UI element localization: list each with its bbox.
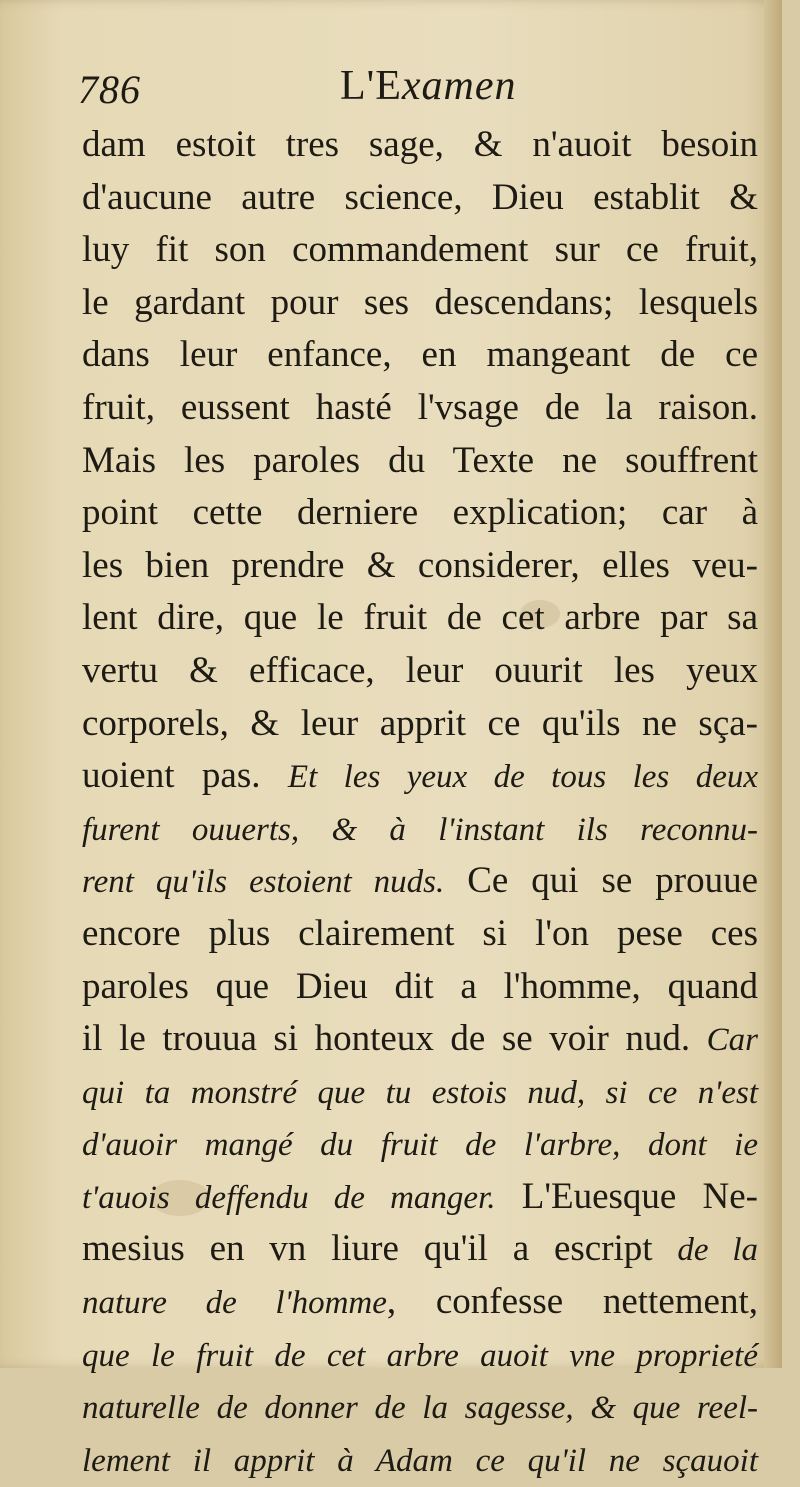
italic-text-segment: lement il apprit à Adam ce qu'il ne sçauoit [82, 1442, 758, 1479]
text-line [82, 172, 758, 225]
text-segment: Mais les paroles du Texte ne souffrent [82, 439, 758, 481]
text-segment: dans leur enfance, en mangeant de ce [82, 334, 758, 376]
running-title-roman: L'E [340, 63, 402, 109]
page-number: 786 [78, 67, 141, 112]
text-line [82, 855, 758, 908]
text-line [82, 1118, 758, 1171]
text-line [82, 277, 758, 330]
italic-text-segment: que le fruit de cet arbre auoit vne proprieté [82, 1337, 758, 1374]
text-line [82, 750, 758, 803]
text-line [82, 435, 758, 488]
italic-text-segment: nature de l'homme [82, 1285, 387, 1322]
text-line [82, 382, 758, 435]
body-text [82, 119, 758, 1486]
text-segment: le gardant pour ses descendans; lesquels [82, 281, 758, 323]
text-line [82, 592, 758, 645]
text-segment: lent dire, que le fruit de cet arbre par sa [82, 597, 758, 639]
text-line [82, 329, 758, 382]
text-segment: vertu & efficace, leur ouurit les yeux [82, 649, 758, 691]
text-segment: mesius en vn liure qu'il a escript [82, 1228, 678, 1270]
italic-text-segment: furent ouuerts, & à l'instant ils reconnu- [82, 811, 758, 848]
text-line [82, 803, 758, 856]
text-line [82, 1066, 758, 1119]
text-segment: corporels, & leur apprit ce qu'ils ne sça- [82, 702, 758, 744]
text-line [82, 961, 758, 1014]
text-line [82, 1329, 758, 1382]
italic-text-segment: Car [706, 1022, 758, 1059]
text-segment: dam estoit tres sage, & n'auoit besoin [82, 124, 758, 165]
text-line [82, 1381, 758, 1434]
text-line [82, 645, 758, 698]
text-line [82, 908, 758, 961]
text-segment: d'aucune autre science, Dieu establit & [82, 176, 758, 218]
page-header [78, 58, 758, 118]
italic-text-segment: t'auois deffendu de manger. [82, 1179, 496, 1216]
text-segment: , confesse nettement, [386, 1281, 758, 1323]
text-segment: L'Euesque Ne- [495, 1175, 759, 1217]
text-line [82, 1013, 758, 1066]
italic-text-segment: qui ta monstré que tu estois nud, si ce n'est [82, 1074, 758, 1111]
text-segment: Ce qui se prouue [444, 860, 758, 902]
italic-text-segment: d'auoir mangé du fruit de l'arbre, dont ie [82, 1127, 758, 1164]
running-title [340, 62, 517, 110]
text-segment: luy fit son commandement sur ce fruit, [82, 229, 758, 271]
text-line [82, 224, 758, 277]
text-line [82, 1223, 758, 1276]
text-line [82, 487, 758, 540]
text-line [82, 1276, 758, 1329]
page-edge [764, 0, 782, 1368]
text-segment: uoient pas. [82, 755, 288, 797]
running-title-italic: xamen [401, 63, 517, 109]
text-line [82, 119, 758, 172]
text-line [82, 698, 758, 751]
text-segment: encore plus clairement si l'on pese ces [82, 912, 758, 954]
text-segment: fruit, eussent hasté l'vsage de la raison. [82, 386, 758, 428]
italic-text-segment: naturelle de donner de la sagesse, & que reel- [82, 1390, 758, 1427]
text-line [82, 540, 758, 593]
italic-text-segment: de la [677, 1232, 758, 1269]
italic-text-segment: Et les yeux de tous les deux [287, 759, 758, 796]
text-segment: il le trouua si honteux de se voir nud. [82, 1018, 707, 1060]
text-segment: paroles que Dieu dit a l'homme, quand [82, 965, 758, 1007]
text-segment: les bien prendre & considerer, elles veu- [82, 544, 758, 586]
text-line [82, 1171, 758, 1224]
text-line [82, 1434, 758, 1487]
text-segment: point cette derniere explication; car à [82, 492, 758, 534]
italic-text-segment: rent qu'ils estoient nuds. [82, 864, 445, 901]
